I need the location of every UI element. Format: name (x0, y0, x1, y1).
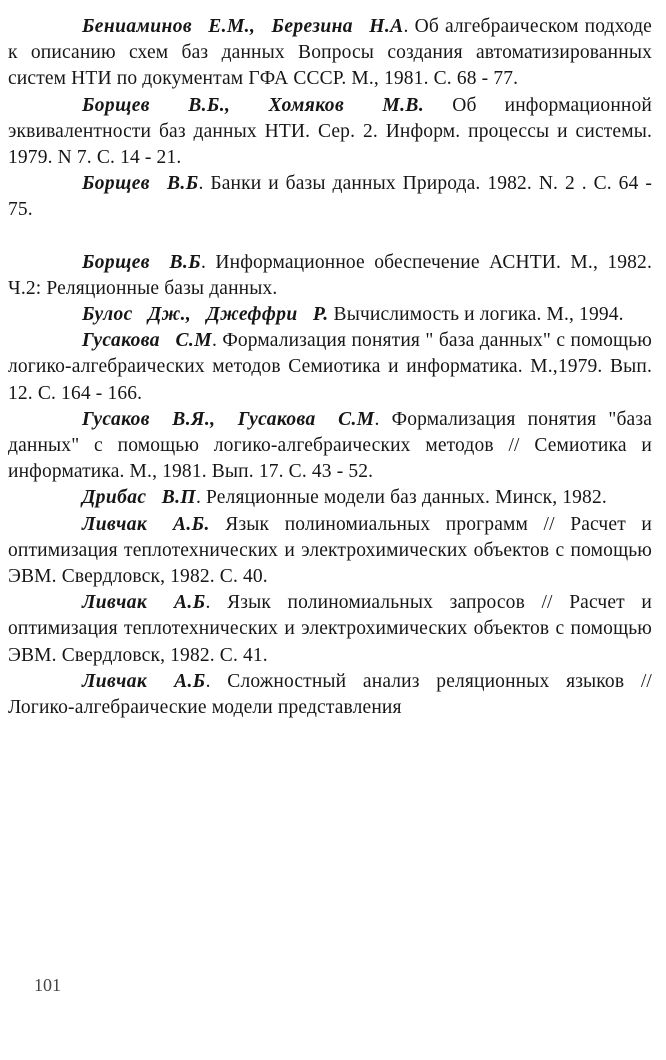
bib-entry-livchak-programs (8, 512, 652, 591)
entry-text: . Реляционные модели баз данных. Минск, 1982. (195, 487, 607, 509)
bib-entry-gusakov-gusakova (8, 407, 652, 486)
entry-text: Язык полиномиальных программ // Расчет и оптимизация теплотехнических и электрохимических объектов с помощью ЭВМ. Свердловск, 1982. С. 40. (8, 513, 652, 588)
blank-gap (8, 224, 652, 250)
entry-author: Гусакова С.М (82, 330, 212, 352)
bib-entry-dribas (8, 485, 652, 511)
entry-text: . Формализация понятия "база данных" с помощью логико-алгебраических методов // Семиотика и информатика. М., 1981. Вып. 17. С. 43 - 52. (8, 408, 652, 483)
entry-text: . Информационное обеспечение АСНТИ. М., 1982. Ч.2: Реляционные базы данных. (8, 251, 652, 299)
bibliography-page (8, 14, 652, 721)
entry-author: Ливчак А.Б (82, 592, 206, 614)
entry-author: Булос Дж., Джеффри Р. (82, 304, 329, 326)
entry-text: . Сложностный анализ реляционных языков // Логико-алгебраические модели представления (8, 670, 652, 719)
page-number: 101 (34, 975, 61, 995)
entry-text: Об информационной эквивалентности баз данных НТИ. Сер. 2. Информ. процессы и системы. 1979. N 7. С. 14 - 21. (8, 94, 652, 169)
entry-author: Борщев В.Б., Хомяков М.В. (82, 94, 425, 116)
entry-author: Бениаминов Е.М., Березина Н.А (82, 16, 404, 37)
entry-author: Ливчак А.Б. (82, 513, 210, 535)
entry-text: . Язык полиномиальных запросов // Расчет и оптимизация теплотехнических и электрохимических объектов с помощью ЭВМ. Свердловск, 1982. С. 41. (8, 592, 652, 666)
bib-entry-borshchev-khomyakov (8, 93, 652, 172)
entry-text: . Формализация понятия " база данных" с помощью логико-алгебраических методов Семиотика и информатика. М.,1979. Вып. 12. С. 164 - 166. (8, 330, 652, 404)
bib-entry-livchak-queries (8, 590, 652, 669)
entry-author: Гусаков В.Я., Гусакова С.М (82, 408, 375, 430)
bib-entry-beniaminov (8, 14, 652, 93)
entry-author: Ливчак А.Б (82, 670, 206, 692)
entry-text: . Банки и базы данных Природа. 1982. N. 2 . С. 64 - 75. (8, 173, 652, 221)
entry-text: . Об алгебраическом подходе к описанию схем баз данных Вопросы создания автоматизированных систем НТИ по документам ГФА СССР. М., 1981. С. 68 - 77. (8, 16, 652, 90)
bib-entry-gusakova-1979 (8, 328, 652, 407)
bib-entry-borshchev-asnti (8, 250, 652, 302)
entry-text: Вычислимость и логика. М., 1994. (328, 304, 624, 326)
bib-entry-livchak-complexity (8, 669, 652, 721)
entry-author: Борщев В.Б (82, 173, 199, 195)
entry-author: Дрибас В.П (82, 487, 196, 509)
bib-entry-borshchev-banki (8, 171, 652, 223)
entry-author: Борщев В.Б (82, 251, 201, 273)
bib-entry-bulos (8, 302, 652, 328)
